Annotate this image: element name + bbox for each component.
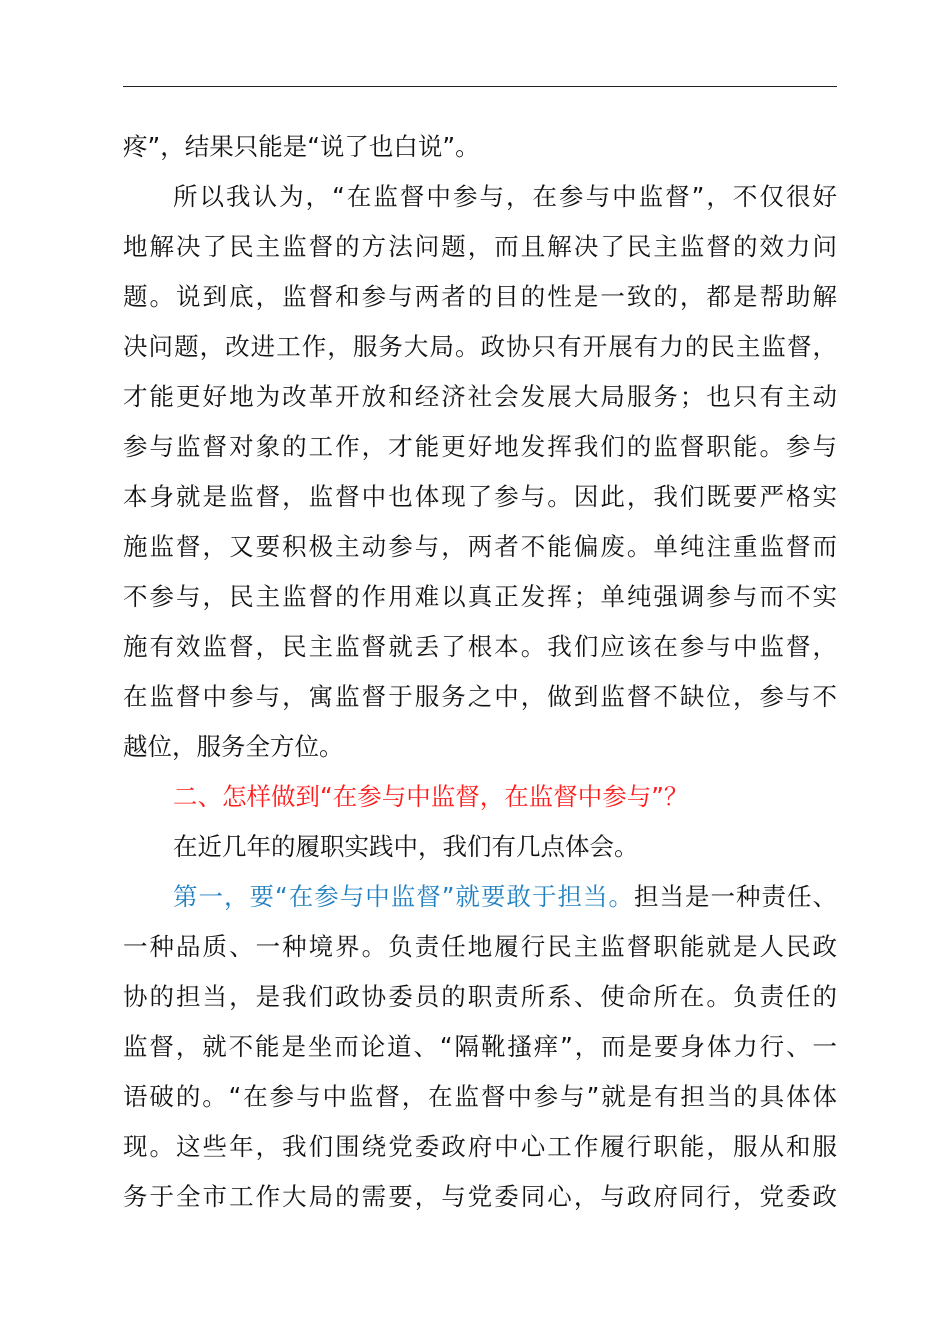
text-line: 在近几年的履职实践中，我们有几点体会。	[173, 832, 639, 861]
subsection-heading: 第一，要“在参与中监督”就要敢于担当。	[173, 882, 634, 911]
text-line: 监督，就不能是坐而论道、“隔靴搔痒”，而是要身体力行、一	[123, 1032, 837, 1061]
text-line: 越位，服务全方位。	[123, 732, 344, 761]
text-line: 参与监督对象的工作，才能更好地发挥我们的监督职能。参与	[123, 432, 837, 461]
text-line: 所以我认为，“在监督中参与，在参与中监督”，不仅很好	[173, 182, 837, 211]
header-rule	[123, 86, 837, 87]
text-line: 才能更好地为改革开放和经济社会发展大局服务；也只有主动	[123, 382, 837, 411]
document-body	[123, 122, 837, 1222]
text-line: 务于全市工作大局的需要，与党委同心，与政府同行，党委政	[123, 1182, 837, 1211]
text-line: 一种品质、一种境界。负责任地履行民主监督职能就是人民政	[123, 932, 837, 961]
text-line: 施有效监督，民主监督就丢了根本。我们应该在参与中监督，	[123, 632, 837, 661]
section-heading: 二、怎样做到“在参与中监督，在监督中参与”？	[173, 782, 689, 811]
text-line: 现。这些年，我们围绕党委政府中心工作履行职能，服从和服	[123, 1132, 837, 1161]
text-line	[123, 872, 837, 922]
text-line: 疼”，结果只能是“说了也白说”。	[123, 132, 480, 161]
text-line: 不参与，民主监督的作用难以真正发挥；单纯强调参与而不实	[123, 582, 837, 611]
text-line: 本身就是监督，监督中也体现了参与。因此，我们既要严格实	[123, 482, 837, 511]
text-line: 协的担当，是我们政协委员的职责所系、使命所在。负责任的	[123, 982, 837, 1011]
text-line: 在监督中参与，寓监督于服务之中，做到监督不缺位，参与不	[123, 682, 837, 711]
text-line: 题。说到底，监督和参与两者的目的性是一致的，都是帮助解	[123, 282, 837, 311]
text-span: 担当是一种责任、	[633, 882, 837, 911]
text-line: 决问题，改进工作，服务大局。政协只有开展有力的民主监督，	[123, 332, 837, 361]
text-line: 语破的。“在参与中监督，在监督中参与”就是有担当的具体体	[123, 1082, 837, 1111]
text-line: 地解决了民主监督的方法问题，而且解决了民主监督的效力问	[123, 232, 837, 261]
text-line: 施监督，又要积极主动参与，两者不能偏废。单纯注重监督而	[123, 532, 837, 561]
